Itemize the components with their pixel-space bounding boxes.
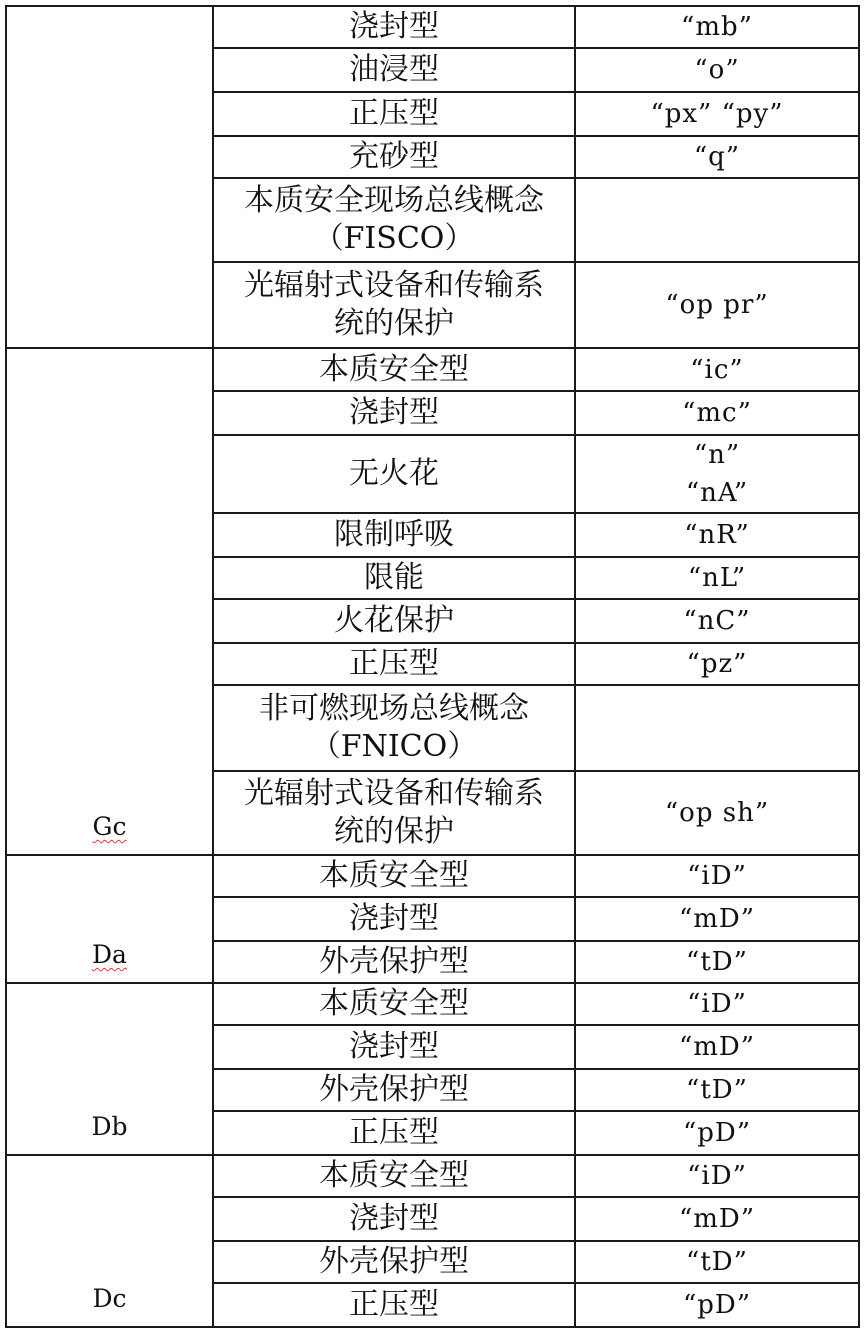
protection-type-cell bbox=[213, 1197, 575, 1241]
protection-type-text: 正压型 bbox=[349, 96, 439, 131]
protection-type-text: 光辐射式设备和传输系 bbox=[244, 268, 544, 303]
protection-code-cell bbox=[575, 1069, 859, 1111]
protection-type-text: 火花保护 bbox=[334, 603, 454, 638]
protection-type-cell bbox=[213, 262, 575, 348]
protection-type-text: 外壳保护型 bbox=[319, 1072, 469, 1107]
protection-code-cell bbox=[575, 557, 859, 599]
protection-code-text: “mb” bbox=[681, 12, 753, 42]
protection-type-text: 本质安全现场总线概念 bbox=[244, 183, 544, 218]
protection-type-text: 统的保护 bbox=[334, 814, 454, 849]
protection-type-cell bbox=[213, 1283, 575, 1327]
table-row bbox=[6, 855, 859, 897]
protection-code-cell bbox=[575, 983, 859, 1025]
protection-type-text: 浇封型 bbox=[349, 395, 439, 430]
protection-type-cell bbox=[213, 48, 575, 92]
protection-code-cell bbox=[575, 771, 859, 855]
protection-code-cell bbox=[575, 855, 859, 897]
protection-code-cell bbox=[575, 1197, 859, 1241]
protection-type-cell bbox=[213, 6, 575, 48]
protection-code-cell bbox=[575, 1025, 859, 1069]
protection-code-cell bbox=[575, 513, 859, 557]
epl-label: Gc bbox=[92, 812, 127, 841]
protection-code-text: “px” “py” bbox=[650, 99, 784, 129]
protection-code-cell bbox=[575, 897, 859, 941]
protection-type-table bbox=[5, 5, 860, 1328]
protection-type-cell bbox=[213, 1025, 575, 1069]
protection-code-text: “nC” bbox=[683, 606, 751, 636]
protection-code-cell bbox=[575, 1111, 859, 1155]
protection-type-cell bbox=[213, 1155, 575, 1197]
protection-type-cell bbox=[213, 599, 575, 643]
protection-code-cell bbox=[575, 1155, 859, 1197]
table-row bbox=[6, 348, 859, 391]
protection-code-text: “tD” bbox=[686, 1075, 748, 1105]
protection-code-text: “tD” bbox=[686, 1247, 748, 1277]
protection-code-text: “mD” bbox=[678, 1032, 756, 1062]
epl-label: Dc bbox=[92, 1284, 127, 1313]
protection-type-cell bbox=[213, 92, 575, 136]
protection-type-cell bbox=[213, 897, 575, 941]
protection-type-text: 充砂型 bbox=[349, 139, 439, 174]
protection-type-text: 正压型 bbox=[349, 1115, 439, 1150]
protection-type-cell bbox=[213, 1069, 575, 1111]
table-body bbox=[6, 6, 859, 1327]
protection-code-text: “pz” bbox=[686, 649, 748, 679]
protection-type-cell bbox=[213, 643, 575, 685]
protection-code-cell bbox=[575, 391, 859, 435]
protection-code-cell bbox=[575, 435, 859, 513]
protection-type-cell bbox=[213, 136, 575, 178]
protection-type-text: 本质安全型 bbox=[319, 351, 469, 387]
protection-code-text: “mD” bbox=[678, 904, 756, 934]
protection-code-cell bbox=[575, 599, 859, 643]
protection-type-text: 本质安全型 bbox=[319, 858, 469, 893]
protection-type-cell bbox=[213, 1111, 575, 1155]
protection-code-text: “pD” bbox=[682, 1290, 752, 1320]
protection-code-text: “op pr” bbox=[665, 290, 769, 320]
protection-code-text: “o” bbox=[694, 55, 740, 85]
protection-code-text: “n” bbox=[693, 440, 741, 470]
protection-code-cell bbox=[575, 92, 859, 136]
protection-type-text: 非可燃现场总线概念 bbox=[259, 691, 529, 726]
protection-type-text: 光辐射式设备和传输系 bbox=[244, 776, 544, 811]
protection-type-text: （FISCO） bbox=[313, 221, 475, 256]
protection-code-text: “iD” bbox=[687, 1161, 747, 1191]
table-row bbox=[6, 1155, 859, 1197]
epl-cell bbox=[6, 1155, 213, 1327]
protection-code-text: “tD” bbox=[686, 947, 748, 977]
table-row bbox=[6, 983, 859, 1025]
protection-type-text: 外壳保护型 bbox=[319, 944, 469, 979]
protection-code-cell bbox=[575, 178, 859, 262]
protection-type-cell bbox=[213, 685, 575, 771]
protection-code-cell bbox=[575, 6, 859, 48]
epl-cell bbox=[6, 6, 213, 348]
epl-cell bbox=[6, 855, 213, 983]
protection-code-cell bbox=[575, 941, 859, 983]
protection-type-text: 浇封型 bbox=[349, 1201, 439, 1236]
protection-code-cell bbox=[575, 685, 859, 771]
protection-code-text: “op sh” bbox=[664, 798, 770, 828]
protection-code-text: “nR” bbox=[684, 520, 750, 550]
protection-code-text: “q” bbox=[693, 142, 741, 172]
protection-type-cell bbox=[213, 855, 575, 897]
protection-type-cell bbox=[213, 178, 575, 262]
table-row bbox=[6, 6, 859, 48]
protection-type-cell bbox=[213, 1241, 575, 1283]
protection-type-text: 浇封型 bbox=[349, 9, 439, 44]
protection-type-text: 本质安全型 bbox=[319, 986, 469, 1021]
protection-type-cell bbox=[213, 941, 575, 983]
protection-code-cell bbox=[575, 643, 859, 685]
protection-code-text: “mD” bbox=[678, 1204, 756, 1234]
protection-type-cell bbox=[213, 435, 575, 513]
protection-type-text: 无火花 bbox=[349, 456, 439, 491]
epl-label: Db bbox=[91, 1112, 128, 1141]
protection-type-text: 浇封型 bbox=[349, 901, 439, 936]
protection-code-text: “nA” bbox=[685, 478, 749, 508]
protection-code-cell bbox=[575, 1283, 859, 1327]
protection-type-text: 外壳保护型 bbox=[319, 1244, 469, 1279]
protection-type-cell bbox=[213, 983, 575, 1025]
protection-type-cell bbox=[213, 513, 575, 557]
protection-code-cell bbox=[575, 262, 859, 348]
protection-type-text: 统的保护 bbox=[334, 306, 454, 341]
protection-type-text: 正压型 bbox=[349, 646, 439, 681]
protection-type-cell bbox=[213, 557, 575, 599]
protection-code-text: “iD” bbox=[687, 861, 747, 891]
epl-cell bbox=[6, 348, 213, 855]
protection-code-cell bbox=[575, 48, 859, 92]
protection-type-text: 油浸型 bbox=[349, 52, 439, 87]
protection-type-cell bbox=[213, 771, 575, 855]
protection-type-text: 限制呼吸 bbox=[334, 517, 454, 552]
protection-code-cell bbox=[575, 136, 859, 178]
protection-code-text: “ic” bbox=[690, 354, 744, 385]
protection-code-text: “iD” bbox=[687, 989, 747, 1019]
protection-code-cell bbox=[575, 348, 859, 391]
protection-type-text: 限能 bbox=[364, 560, 424, 595]
protection-type-text: （FNICO） bbox=[310, 729, 478, 764]
protection-type-text: 本质安全型 bbox=[319, 1158, 469, 1193]
protection-type-text: 正压型 bbox=[349, 1287, 439, 1322]
protection-code-text: “nL” bbox=[687, 563, 747, 593]
protection-code-text: “pD” bbox=[682, 1118, 752, 1148]
epl-cell bbox=[6, 983, 213, 1155]
protection-code-cell bbox=[575, 1241, 859, 1283]
epl-label: Da bbox=[92, 940, 127, 969]
protection-type-cell bbox=[213, 348, 575, 391]
protection-code-text: “mc” bbox=[682, 398, 752, 428]
protection-type-cell bbox=[213, 391, 575, 435]
protection-type-text: 浇封型 bbox=[349, 1029, 439, 1064]
